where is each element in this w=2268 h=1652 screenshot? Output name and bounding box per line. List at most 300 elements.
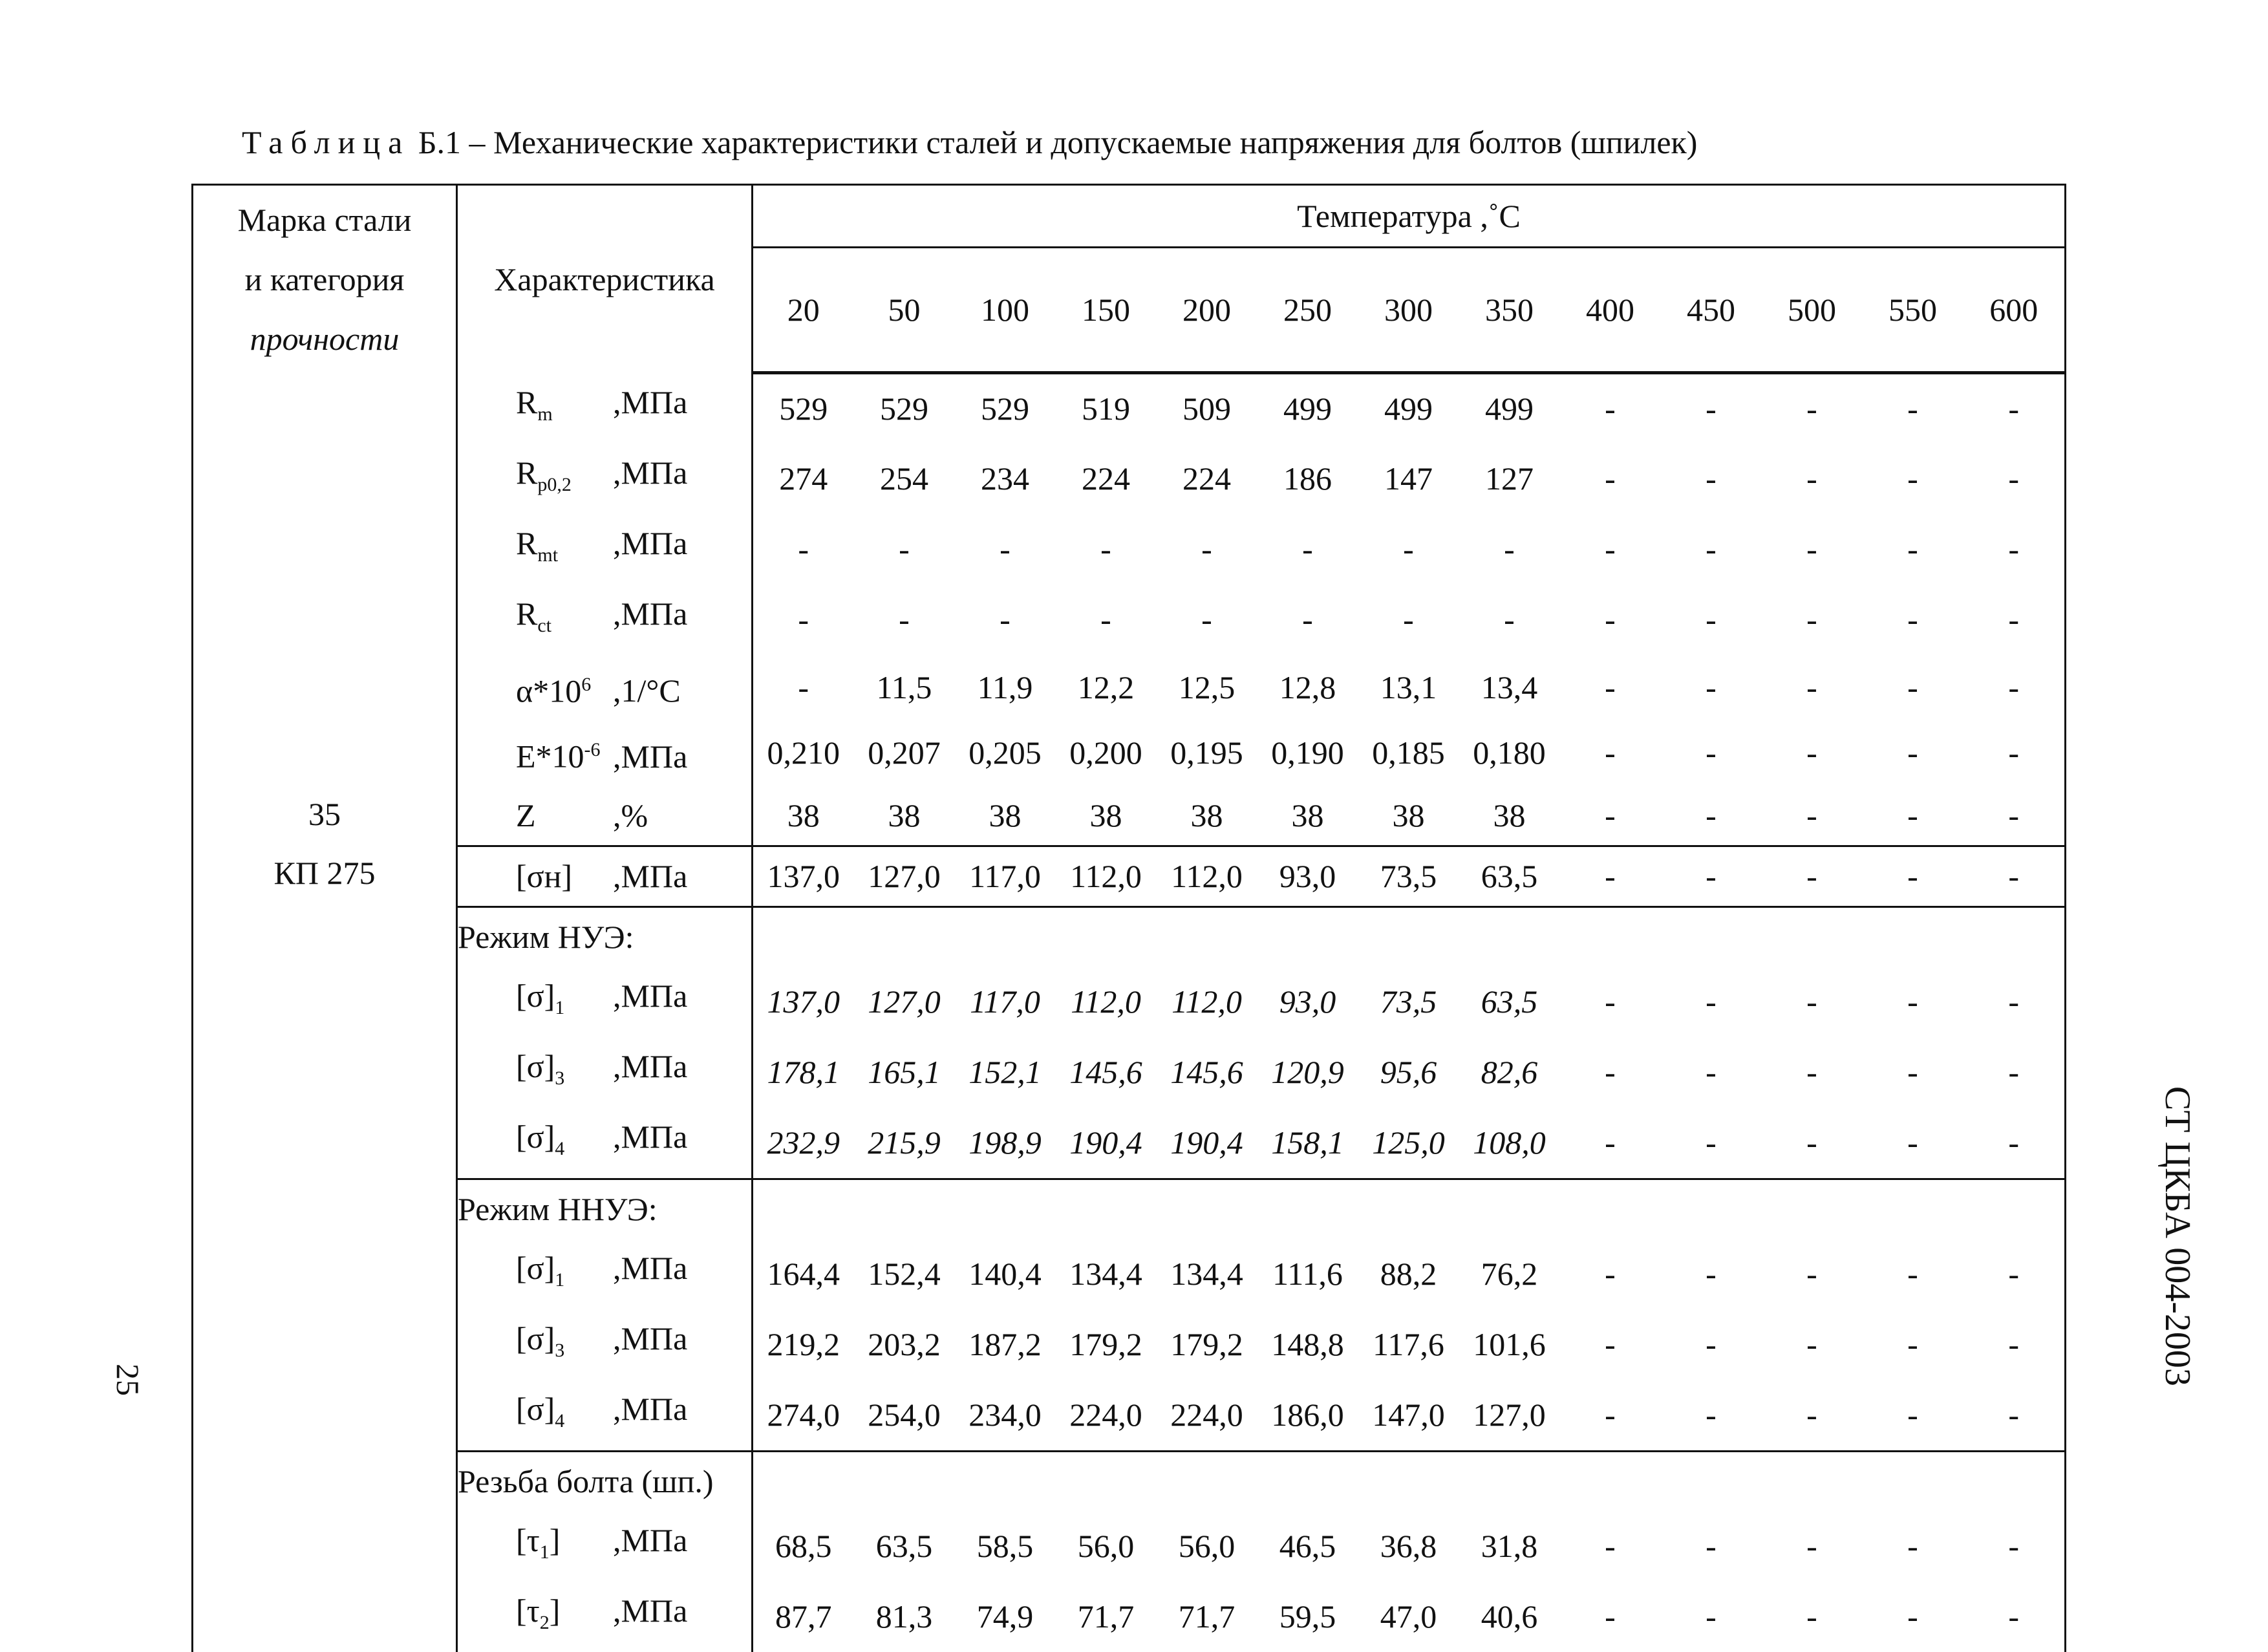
value-cell: - [1806, 1325, 1817, 1362]
value-cell: 38 [1392, 797, 1425, 833]
characteristic-cell [457, 846, 753, 906]
value-cell: 529 [779, 390, 828, 427]
value-cell: - [1806, 983, 1817, 1020]
value-cell: 224 [1182, 460, 1231, 497]
characteristic-unit: ,МПа [613, 454, 688, 491]
value-cell: 38 [1493, 797, 1526, 833]
value-cell: 59,5 [1279, 1598, 1336, 1635]
value-cell: - [1706, 460, 1717, 497]
value-cell: - [1907, 1255, 1918, 1292]
value-cell: 179,2 [1069, 1325, 1142, 1362]
value-cell: - [1706, 601, 1717, 638]
value-cell: 117,0 [955, 846, 1056, 906]
value-cell: 47,0 [1380, 1598, 1437, 1635]
value-cell: 112,0 [1071, 983, 1141, 1020]
symbol-superscript: -6 [584, 739, 601, 761]
table-row [193, 1239, 2066, 1309]
characteristic-symbol [458, 514, 613, 585]
value-cell: 46,5 [1279, 1527, 1336, 1564]
symbol-base: α*10 [516, 672, 582, 709]
table-row [193, 585, 2066, 655]
value-cell: - [1706, 1527, 1717, 1564]
header-temperature: 600 [1963, 248, 2066, 373]
characteristic-symbol [458, 1037, 613, 1108]
value-cell: - [1907, 797, 1918, 833]
characteristic-cell [457, 655, 753, 721]
mechanical-properties-table [191, 184, 2066, 1652]
characteristic-cell [457, 1582, 753, 1652]
value-cell: - [1706, 530, 1717, 567]
value-cell: 519 [1082, 390, 1130, 427]
value-cell: - [1403, 601, 1414, 638]
value-cell: 134,4 [1069, 1255, 1142, 1292]
value-cell: - [1907, 1325, 1918, 1362]
value-cell: - [1907, 735, 1918, 771]
characteristic-unit: ,МПа [613, 1320, 688, 1357]
value-cell: 274,0 [767, 1396, 840, 1433]
characteristic-symbol [458, 847, 613, 906]
value-cell: 127,0 [854, 846, 955, 906]
table-row [193, 846, 2066, 906]
section-header-row [193, 1179, 2066, 1239]
value-cell: 82,6 [1481, 1053, 1538, 1090]
caption-text: Б.1 – Механические характеристики сталей и допускаемые напряжения для болтов (шпилек) [418, 124, 1698, 160]
value-cell: - [1963, 1511, 2066, 1582]
characteristic-cell [457, 444, 753, 514]
characteristic-unit: ,МПа [613, 857, 688, 894]
characteristic-cell [457, 1037, 753, 1108]
characteristic-unit: ,МПа [613, 977, 688, 1014]
symbol-subscript: 1 [555, 996, 565, 1018]
value-cell: - [1605, 1325, 1616, 1362]
value-cell: 190,4 [1170, 1124, 1243, 1161]
symbol-tail: ] [549, 1521, 561, 1558]
value-cell: - [1706, 1255, 1717, 1292]
symbol-subscript: ct [537, 614, 552, 636]
table-row [193, 720, 2066, 786]
value-cell: - [1963, 720, 2066, 786]
table-row [193, 514, 2066, 585]
value-cell: - [1605, 735, 1616, 771]
value-cell: 117,6 [1373, 1325, 1444, 1362]
value-cell: 0,185 [1372, 735, 1445, 771]
section-header-row [193, 1451, 2066, 1511]
value-cell: - [1302, 601, 1313, 638]
value-cell: 112,0 [1171, 983, 1242, 1020]
value-cell: 234,0 [968, 1396, 1042, 1433]
header-temperature: 500 [1762, 248, 1863, 373]
value-cell: 125,0 [1372, 1124, 1445, 1161]
value-cell: 127,0 [1473, 1396, 1546, 1433]
symbol-subscript: m [537, 403, 553, 425]
value-cell: - [1907, 669, 1918, 705]
value-cell: 152,1 [968, 1053, 1042, 1090]
value-cell: 63,5 [1459, 846, 1560, 906]
header-temperature: 450 [1661, 248, 1762, 373]
characteristic-cell [457, 967, 753, 1037]
value-cell: - [1605, 1053, 1616, 1090]
document-code-stamp [2158, 1086, 2216, 1410]
table-caption [242, 123, 1697, 162]
header-temperature: 100 [955, 248, 1056, 373]
value-cell: 12,2 [1077, 669, 1135, 705]
characteristic-unit: ,МПа [613, 1521, 688, 1558]
value-cell: - [1762, 846, 1863, 906]
value-cell: - [1706, 797, 1717, 833]
value-cell: - [1560, 846, 1661, 906]
value-cell: - [1504, 601, 1515, 638]
symbol-subscript: p0,2 [537, 473, 572, 495]
value-cell: 56,0 [1077, 1527, 1135, 1564]
table-body [193, 185, 2066, 1652]
value-cell: 68,5 [775, 1527, 832, 1564]
header-steel-mark [193, 185, 457, 373]
value-cell: - [1963, 846, 2066, 906]
value-cell: 224 [1082, 460, 1130, 497]
document-code: СТ ЦКБА 004-2003 [2157, 1086, 2198, 1386]
header-mark-line: Марка стали [237, 201, 412, 238]
value-cell: - [1806, 390, 1817, 427]
symbol-base: Z [516, 797, 536, 833]
value-cell: 145,6 [1069, 1053, 1142, 1090]
value-cell: - [1605, 1396, 1616, 1433]
steel-category: КП 275 [273, 854, 376, 891]
value-cell: - [1806, 669, 1817, 705]
value-cell: - [1963, 655, 2066, 721]
characteristic-symbol [458, 444, 613, 514]
value-cell: - [1907, 601, 1918, 638]
value-cell: 38 [787, 797, 820, 833]
header-mark-line: и категория [244, 261, 405, 297]
value-cell: - [1806, 1053, 1817, 1090]
value-cell: 38 [1089, 797, 1122, 833]
steel-grade: 35 [308, 795, 341, 832]
symbol-subscript: 4 [555, 1410, 565, 1432]
value-cell: 224,0 [1170, 1396, 1243, 1433]
table-row [193, 444, 2066, 514]
value-cell: 234 [981, 460, 1029, 497]
characteristic-cell [457, 1309, 753, 1380]
header-temperature: 350 [1459, 248, 1560, 373]
section-empty [753, 1179, 2066, 1239]
value-cell: 499 [1485, 390, 1534, 427]
characteristic-unit: ,МПа [613, 383, 688, 420]
value-cell: - [1806, 1255, 1817, 1292]
table-row [193, 1037, 2066, 1108]
value-cell: 134,4 [1170, 1255, 1243, 1292]
table-row [193, 1108, 2066, 1179]
value-cell: 63,5 [875, 1527, 933, 1564]
symbol-base: [τ [516, 1521, 540, 1558]
value-cell: 137,0 [767, 983, 840, 1020]
value-cell: 36,8 [1380, 1527, 1437, 1564]
value-cell: 509 [1182, 390, 1231, 427]
value-cell: - [1605, 1124, 1616, 1161]
value-cell: - [899, 530, 910, 567]
value-cell: 499 [1283, 390, 1332, 427]
symbol-base: [σ] [516, 1047, 555, 1084]
value-cell: - [1706, 390, 1717, 427]
value-cell: 76,2 [1481, 1255, 1538, 1292]
value-cell: - [1706, 735, 1717, 771]
value-cell: - [1963, 1582, 2066, 1652]
value-cell: 38 [1190, 797, 1223, 833]
header-temperature: 300 [1358, 248, 1459, 373]
value-cell: 111,6 [1272, 1255, 1343, 1292]
header-temperature-title: Температура ,˚С [753, 185, 2066, 248]
table-row [193, 1582, 2066, 1652]
symbol-base: [σ] [516, 1118, 555, 1155]
symbol-base: [σ] [516, 1390, 555, 1427]
value-cell: 13,1 [1380, 669, 1437, 705]
characteristic-cell [457, 1108, 753, 1179]
value-cell: - [1201, 530, 1212, 567]
characteristic-unit: ,МПа [613, 1592, 688, 1629]
value-cell: - [1963, 1108, 2066, 1179]
value-cell: - [1100, 601, 1111, 638]
characteristic-cell [457, 1239, 753, 1309]
value-cell: 74,9 [976, 1598, 1034, 1635]
value-cell: - [798, 530, 809, 567]
value-cell: - [1605, 1255, 1616, 1292]
value-cell: 127,0 [868, 983, 941, 1020]
section-title: Резьба болта (шп.) [457, 1451, 753, 1511]
header-temperature: 550 [1863, 248, 1963, 373]
characteristic-symbol [458, 1582, 613, 1652]
value-cell: 187,2 [968, 1325, 1042, 1362]
characteristic-cell [457, 1511, 753, 1582]
characteristic-symbol [458, 786, 613, 845]
value-cell: 13,4 [1481, 669, 1538, 705]
section-empty [753, 1451, 2066, 1511]
value-cell: - [1706, 669, 1717, 705]
symbol-base: [σ] [516, 977, 555, 1014]
symbol-base: [σн] [516, 857, 573, 894]
value-cell: - [1907, 1598, 1918, 1635]
value-cell: 56,0 [1178, 1527, 1236, 1564]
page-number-box [109, 1364, 147, 1429]
value-cell: 190,4 [1069, 1124, 1142, 1161]
value-cell: 224,0 [1069, 1396, 1142, 1433]
section-header-row [193, 906, 2066, 967]
value-cell: - [1706, 1053, 1717, 1090]
characteristic-unit: ,МПа [613, 738, 688, 775]
page-number: 25 [110, 1364, 146, 1396]
symbol-tail: ] [549, 1592, 561, 1629]
value-cell: 232,9 [767, 1124, 840, 1161]
value-cell: 529 [981, 390, 1029, 427]
value-cell: 63,5 [1481, 983, 1538, 1020]
value-cell: 198,9 [968, 1124, 1042, 1161]
value-cell: - [1907, 390, 1918, 427]
header-mark-line: прочности [250, 320, 400, 357]
characteristic-unit: ,МПа [613, 524, 688, 561]
value-cell: - [1806, 1598, 1817, 1635]
value-cell: - [1963, 585, 2066, 655]
symbol-subscript: 1 [555, 1269, 565, 1291]
value-cell: - [1201, 601, 1212, 638]
value-cell: 120,9 [1271, 1053, 1344, 1090]
value-cell: - [1605, 530, 1616, 567]
header-characteristic: Характеристика [457, 185, 753, 373]
value-cell: - [1907, 983, 1918, 1020]
value-cell: 38 [888, 797, 921, 833]
symbol-base: R [516, 595, 538, 632]
value-cell: 499 [1384, 390, 1433, 427]
value-cell: 40,6 [1481, 1598, 1538, 1635]
value-cell: - [1706, 1325, 1717, 1362]
header-temperature: 200 [1157, 248, 1257, 373]
characteristic-symbol [458, 655, 613, 721]
value-cell: 58,5 [976, 1527, 1034, 1564]
value-cell: 0,200 [1069, 735, 1142, 771]
value-cell: 254 [880, 460, 928, 497]
value-cell: 87,7 [775, 1598, 832, 1635]
value-cell: 148,8 [1271, 1325, 1344, 1362]
value-cell: - [1605, 797, 1616, 833]
value-cell: - [798, 601, 809, 638]
value-cell: 179,2 [1170, 1325, 1243, 1362]
value-cell: 88,2 [1380, 1255, 1437, 1292]
value-cell: - [1605, 1598, 1616, 1635]
value-cell: - [1605, 460, 1616, 497]
value-cell: 93,0 [1279, 983, 1336, 1020]
characteristic-cell [457, 373, 753, 444]
symbol-base: R [516, 383, 538, 420]
value-cell: 112,0 [1056, 846, 1157, 906]
table-row [193, 373, 2066, 444]
value-cell: 140,4 [968, 1255, 1042, 1292]
value-cell: 11,5 [876, 669, 932, 705]
characteristic-unit: ,МПа [613, 1047, 688, 1084]
value-cell: - [1963, 514, 2066, 585]
value-cell: 38 [1291, 797, 1324, 833]
value-cell: - [1806, 601, 1817, 638]
characteristic-unit: ,МПа [613, 595, 688, 632]
value-cell: - [1661, 846, 1762, 906]
value-cell: - [1605, 390, 1616, 427]
characteristic-unit: ,1/°С [613, 672, 681, 709]
value-cell: 274 [779, 460, 828, 497]
value-cell: - [1907, 1053, 1918, 1090]
value-cell: 529 [880, 390, 928, 427]
value-cell: - [1806, 797, 1817, 833]
section-title: Режим ННУЭ: [457, 1179, 753, 1239]
value-cell: - [1806, 530, 1817, 567]
characteristic-symbol [458, 1309, 613, 1380]
value-cell: - [1806, 460, 1817, 497]
symbol-base: E*10 [516, 738, 584, 775]
value-cell: 38 [989, 797, 1022, 833]
characteristic-symbol [458, 720, 613, 786]
value-cell: 152,4 [868, 1255, 941, 1292]
value-cell: 12,8 [1279, 669, 1336, 705]
value-cell: - [1907, 460, 1918, 497]
value-cell: 81,3 [875, 1598, 933, 1635]
value-cell: 165,1 [868, 1053, 941, 1090]
characteristic-cell [457, 514, 753, 585]
header-temperature: 400 [1560, 248, 1661, 373]
symbol-base: [τ [516, 1592, 540, 1629]
value-cell: - [1605, 983, 1616, 1020]
value-cell: - [1963, 1239, 2066, 1309]
value-cell: - [1963, 1309, 2066, 1380]
characteristic-symbol [458, 585, 613, 655]
value-cell: - [1907, 1124, 1918, 1161]
table-row [193, 1380, 2066, 1452]
value-cell: 93,0 [1257, 846, 1358, 906]
value-cell: 117,0 [970, 983, 1040, 1020]
characteristic-cell [457, 1380, 753, 1452]
symbol-subscript: 4 [555, 1137, 565, 1159]
value-cell: - [1963, 967, 2066, 1037]
value-cell: 71,7 [1178, 1598, 1236, 1635]
value-cell: - [1863, 846, 1963, 906]
value-cell: - [1806, 1396, 1817, 1433]
value-cell: 147 [1384, 460, 1433, 497]
value-cell: - [1907, 1527, 1918, 1564]
header-temperature: 20 [753, 248, 854, 373]
value-cell: 0,190 [1271, 735, 1344, 771]
value-cell: 0,195 [1170, 735, 1243, 771]
value-cell: - [1706, 983, 1717, 1020]
characteristic-symbol [458, 967, 613, 1037]
symbol-base: [σ] [516, 1249, 555, 1286]
characteristic-cell [457, 585, 753, 655]
value-cell: - [1000, 601, 1011, 638]
value-cell: - [1806, 1124, 1817, 1161]
value-cell: 178,1 [767, 1053, 840, 1090]
header-row [193, 185, 2066, 248]
header-temperature: 150 [1056, 248, 1157, 373]
characteristic-symbol [458, 1511, 613, 1582]
value-cell: - [899, 601, 910, 638]
value-cell: 31,8 [1481, 1527, 1538, 1564]
value-cell: 203,2 [868, 1325, 941, 1362]
section-empty [753, 906, 2066, 967]
value-cell: 73,5 [1358, 846, 1459, 906]
value-cell: 71,7 [1077, 1598, 1135, 1635]
value-cell: 164,4 [767, 1255, 840, 1292]
steel-grade-cell [193, 373, 457, 1652]
characteristic-cell [457, 786, 753, 846]
characteristic-symbol [458, 373, 613, 444]
header-temperature: 250 [1257, 248, 1358, 373]
value-cell: - [1706, 1598, 1717, 1635]
symbol-base: R [516, 524, 538, 561]
value-cell: 137,0 [753, 846, 854, 906]
value-cell: 0,207 [868, 735, 941, 771]
value-cell: - [1963, 444, 2066, 514]
value-cell: 95,6 [1380, 1053, 1437, 1090]
value-cell: - [1605, 1527, 1616, 1564]
caption-label: Таблица [242, 124, 411, 160]
value-cell: 108,0 [1473, 1124, 1546, 1161]
symbol-subscript: mt [537, 544, 559, 566]
value-cell: - [1907, 530, 1918, 567]
value-cell: - [1302, 530, 1313, 567]
symbol-base: R [516, 454, 538, 491]
value-cell: 145,6 [1170, 1053, 1243, 1090]
symbol-subscript: 1 [539, 1541, 550, 1563]
header-temperature: 50 [854, 248, 955, 373]
characteristic-unit: ,МПа [613, 1390, 688, 1427]
symbol-superscript: 6 [581, 673, 592, 695]
value-cell: - [1963, 373, 2066, 444]
value-cell: 112,0 [1157, 846, 1257, 906]
characteristic-symbol [458, 1239, 613, 1309]
value-cell: - [1706, 1124, 1717, 1161]
